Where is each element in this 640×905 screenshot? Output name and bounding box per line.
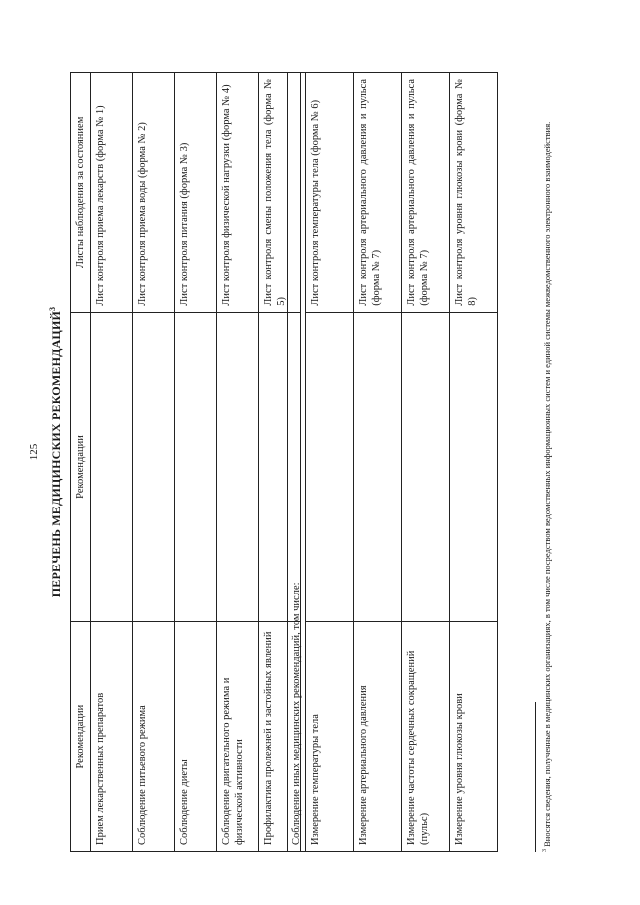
row-form: Лист контроля температуры тела (форма № 6) (306, 73, 354, 313)
row-form: Лист контроля артериального давления и пульса (форма № 7) (402, 73, 450, 313)
table-row (133, 73, 175, 852)
header-recommendations: Рекомендации (71, 622, 91, 852)
row-label: Соблюдение диеты (175, 622, 217, 852)
row-form: Лист контроля артериального давления и пульса (форма № 7) (354, 73, 402, 313)
row-value (306, 312, 354, 622)
row-form: Лист контроля приема лекарств (форма № 1) (91, 73, 133, 313)
table-row (306, 73, 354, 852)
table-row (402, 73, 450, 852)
table-row (217, 73, 259, 852)
row-form: Лист контроля смены положения тела (форма № 5) (259, 73, 301, 313)
footnote-divider (535, 702, 536, 852)
table-row (91, 73, 133, 852)
section-row (288, 73, 306, 852)
table-row (354, 73, 402, 852)
row-value (217, 312, 259, 622)
page-number: 125 (28, 443, 40, 461)
rotated-content (30, 42, 610, 862)
footnote (540, 62, 553, 852)
row-label: Соблюдение двигательного режима и физической активности (217, 622, 259, 852)
table-row (450, 73, 498, 852)
table-row (175, 73, 217, 852)
page-title: ПЕРЕЧЕНЬ МЕДИЦИНСКИХ РЕКОМЕНДАЦИЙ$^3$ (48, 306, 63, 598)
row-label: Профилактика пролежней и застойных явлений (259, 622, 301, 852)
other-recommendations-table (287, 72, 498, 852)
recommendations-table (70, 72, 301, 852)
row-value (133, 312, 175, 622)
row-form: Лист контроля питания (форма № 3) (175, 73, 217, 313)
section-heading: Соблюдение иных медицинских рекомендаций, том числе: (288, 73, 306, 852)
row-value (91, 312, 133, 622)
row-value (354, 312, 402, 622)
row-value (450, 312, 498, 622)
header-recommendations-2: Рекомендации (71, 312, 91, 622)
title-footnote-mark: 3 (48, 306, 57, 311)
row-label: Прием лекарственных препаратов (91, 622, 133, 852)
row-form: Лист контроля физической нагрузки (форма № 4) (217, 73, 259, 313)
footnote-mark: 3 (542, 849, 548, 852)
row-label: Измерение частоты сердечных сокращений (пульс) (402, 622, 450, 852)
row-value (175, 312, 217, 622)
table-header-row (71, 73, 91, 852)
row-form: Лист контроля приема воды (форма № 2) (133, 73, 175, 313)
footnote-text: Вносятся сведения, полученные в медицинских организациях, в том числе посредством ведомственных информационных систем и единой системы межведомственного электронного взаимодействия. (541, 121, 552, 847)
row-label: Соблюдение питьевого режима (133, 622, 175, 852)
row-label: Измерение уровня глюкозы крови (450, 622, 498, 852)
header-observation-sheets: Листы наблюдения за состоянием (71, 73, 91, 313)
row-label: Измерение температуры тела (306, 622, 354, 852)
row-form: Лист контроля уровня глюкозы крови (форма № 8) (450, 73, 498, 313)
row-value (402, 312, 450, 622)
row-label: Измерение артериального давления (354, 622, 402, 852)
